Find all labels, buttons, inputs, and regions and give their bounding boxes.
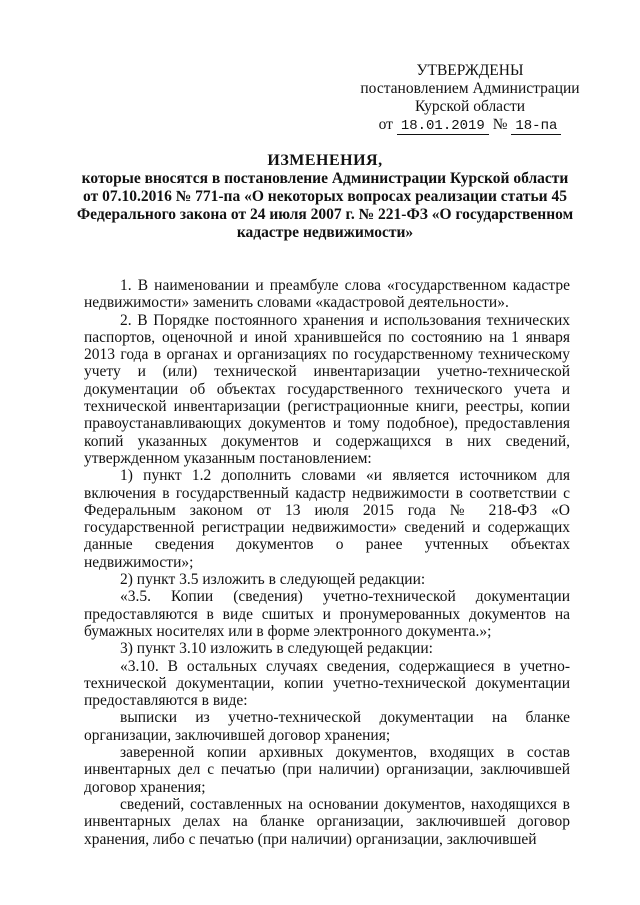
title-line-2: от 07.10.2016 № 771-па «О некоторых вопросах реализации статьи 45 <box>83 188 567 205</box>
paragraph-5: «3.5. Копии (сведения) учетно-технической документации предоставляются в виде сшитых и пронумерованных документов на бумажных носителях или в форме электронного документа.»; <box>84 588 570 640</box>
paragraph-7: «3.10. В остальных случаях сведения, содержащиеся в учетно-технической документации, копии учетно-технической документации предоставляются в виде: <box>84 657 570 710</box>
approval-number: 18-па <box>511 119 561 135</box>
paragraph-6: 3) пункт 3.10 изложить в следующей редакции: <box>120 640 433 658</box>
approval-region: Курской области <box>414 98 526 115</box>
title-line-1: которые вносятся в постановление Администрации Курской области <box>81 170 569 187</box>
approval-date: 18.01.2019 <box>397 119 489 135</box>
paragraph-9: заверенной копии архивных документов, входящих в состав инвентарных дел с печатью (при наличии) организации, заключившей договор хранения; <box>84 744 570 796</box>
title-heading: ИЗМЕНЕНИЯ, <box>267 152 383 169</box>
approval-stamp <box>355 62 585 135</box>
approval-issuer: постановлением Администрации <box>360 80 580 97</box>
approval-date-number <box>355 116 585 135</box>
paragraph-2: 2. В Порядке постоянного хранения и использования технических паспортов, оценочной и иной хранившейся по состоянию на 1 января 2013 года в органах и организациях по государственному техническому учету и (или) технической инвентаризации учетно-технической документации об объектах государственного технического учета и технической инвентаризации (регистрационные книги, реестры, копии правоустанавливающих документов и тому подобное), предоставления копий указанных документов и содержащихся в них сведений, утвержденном указанным постановлением: <box>84 311 570 467</box>
paragraph-8: выписки из учетно-технической документации на бланке организации, заключившей договор хранения; <box>84 709 570 744</box>
title-line-3: Федерального закона от 24 июля 2007 г. № 221-ФЗ «О государственном <box>76 206 574 223</box>
number-prefix: № <box>492 116 508 133</box>
title-line-4: кадастре недвижимости» <box>236 224 414 241</box>
paragraph-4: 2) пункт 3.5 изложить в следующей редакции: <box>120 571 426 589</box>
paragraph-10: сведений, составленных на основании документов, находящихся в инвентарных делах на бланке организации, заключившей договор хранения, либо с печатью (при наличии) организации, заключившей <box>84 795 570 848</box>
document-body <box>84 277 570 848</box>
approval-title: УТВЕРЖДЕНЫ <box>416 62 524 79</box>
document-title <box>60 152 590 242</box>
paragraph-3: 1) пункт 1.2 дополнить словами «и является источником для включения в государственный кадастр недвижимости в соответствии с Федеральным законом от 13 июля 2015 года № 218-ФЗ «О государственной регистрации недвижимости» сведений и содержащих данные сведения документов о ранее учтенных объектах недвижимости»; <box>84 467 570 571</box>
date-prefix: от <box>378 116 393 133</box>
paragraph-1: 1. В наименовании и преамбуле слова «государственном кадастре недвижимости» заменить словами «кадастровой деятельности». <box>84 277 570 312</box>
